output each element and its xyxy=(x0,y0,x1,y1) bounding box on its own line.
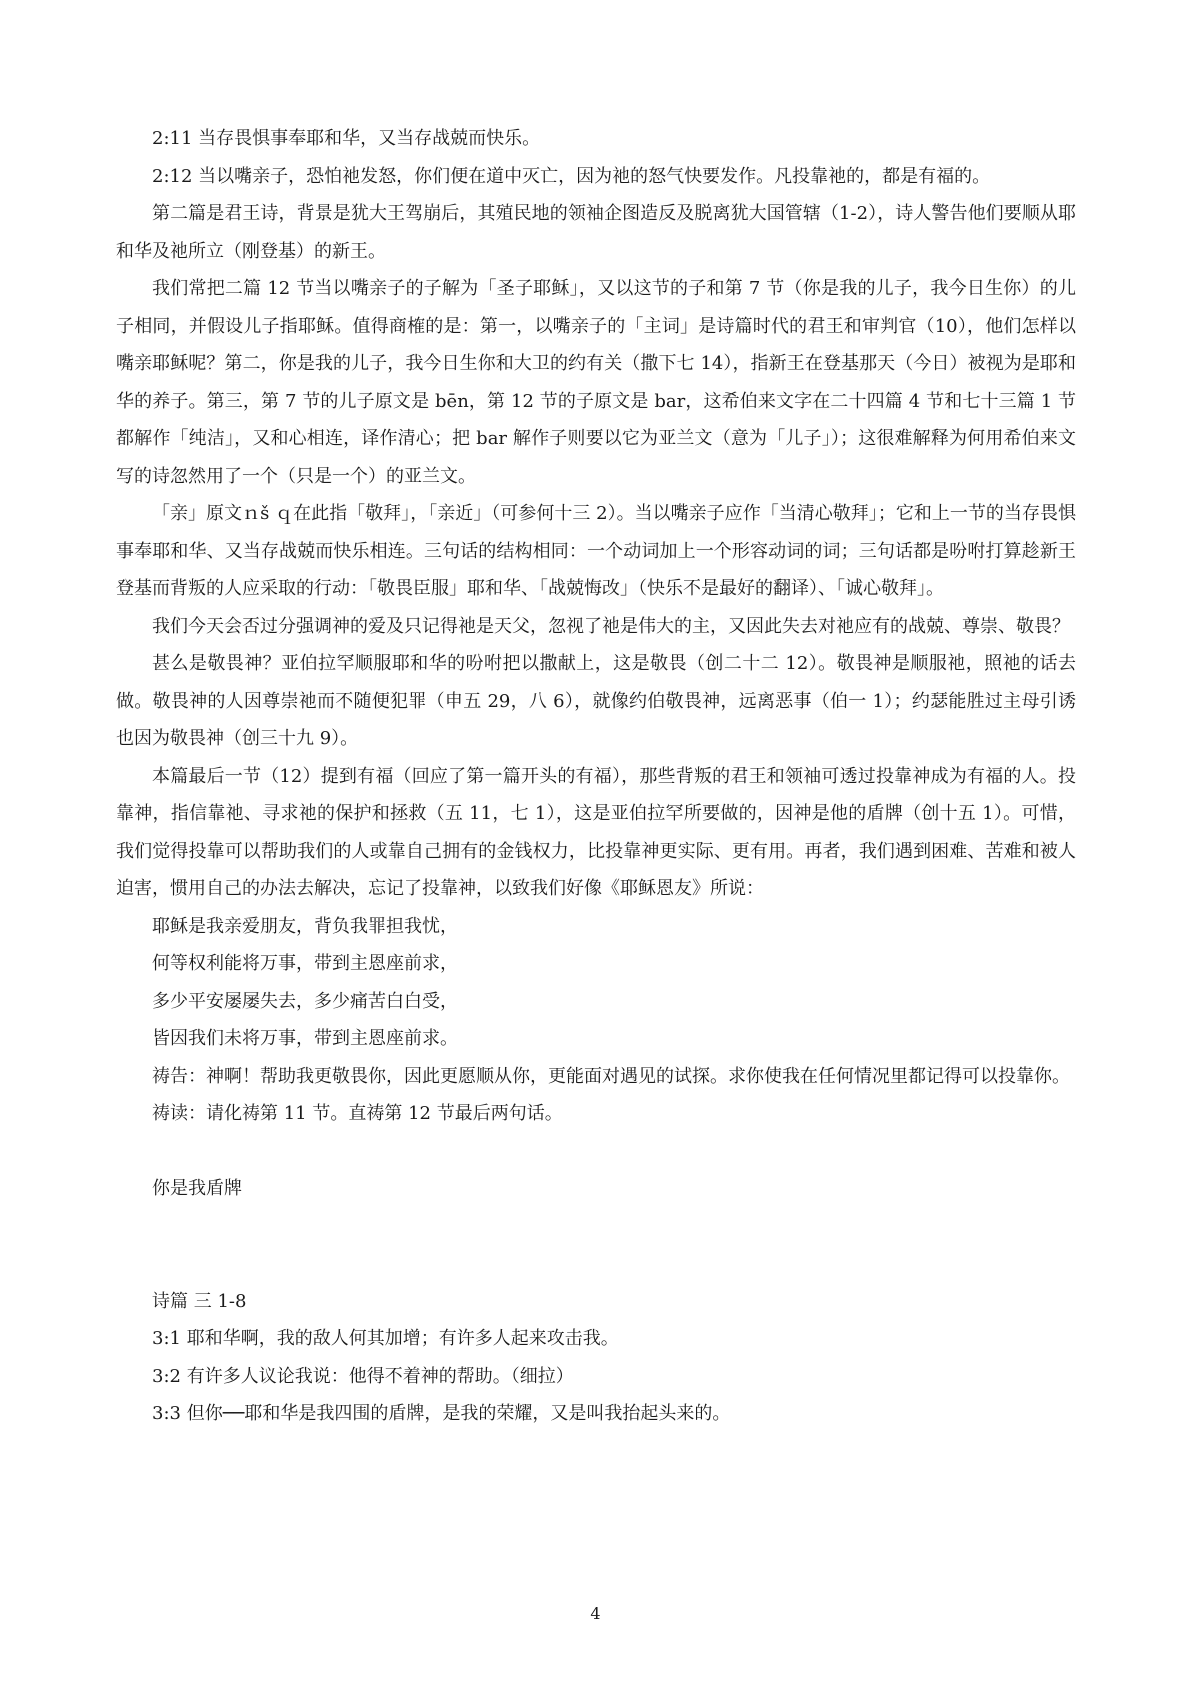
commentary-paragraph: 甚么是敬畏神？亚伯拉罕顺服耶和华的吩咐把以撒献上，这是敬畏（创二十二 12）。敬畏神是顺服祂，照祂的话去做。敬畏神的人因尊崇祂而不随便犯罪（申五 29，八 6），就像约伯敬畏神，远离恶事（伯一 1）；约瑟能胜过主母引诱也因为敬畏神（创三十九 9）。 xyxy=(116,653,1076,749)
hymn-line: 多少平安屡屡失去，多少痛苦白白受， xyxy=(152,990,458,1012)
hymn-line: 何等权利能将万事，带到主恩座前求， xyxy=(152,953,458,974)
hymn-line: 皆因我们未将万事，带到主恩座前求。 xyxy=(152,1028,458,1049)
commentary-paragraph: 本篇最后一节（12）提到有福（回应了第一篇开头的有福），那些背叛的君王和领袖可透过投靠神成为有福的人。投靠神，指信靠祂、寻求祂的保护和拯救（五 11，七 1），这是亚伯拉罕所要做的，因神是他的盾牌（创十五 1）。可惜，我们觉得投靠可以帮助我们的人或靠自己拥有的金钱权力，比投靠神更实际、更有用。再者，我们遇到困难、苦难和被人迫害，惯用自己的办法去解决，忘记了投靠神，以致我们好像《耶稣恩友》所说： xyxy=(116,765,1076,899)
hymn-quote xyxy=(116,908,1076,1058)
section-title: 你是我盾牌 xyxy=(152,1178,242,1199)
commentary-paragraph: 我们今天会否过分强调神的爱及只记得祂是天父，忽视了祂是伟大的主，又因此失去对祂应有的战兢、尊崇、敬畏？ xyxy=(152,615,1070,637)
commentary-paragraph: 第二篇是君王诗，背景是犹大王驾崩后，其殖民地的领袖企图造反及脱离犹大国管辖（1-2），诗人警告他们要顺从耶和华及祂所立（刚登基）的新王。 xyxy=(116,203,1076,262)
prayer-reading: 祷读：请化祷第 11 节。直祷第 12 节最后两句话。 xyxy=(152,1103,563,1124)
verse-2-12: 2:12 当以嘴亲子，恐怕祂发怒，你们便在道中灭亡，因为祂的怒气快要发作。凡投靠祂的，都是有福的。 xyxy=(152,165,991,187)
page-content xyxy=(116,120,1076,1433)
spacer xyxy=(116,1133,1076,1171)
commentary-paragraph: 我们常把二篇 12 节当以嘴亲子的子解为「圣子耶稣」，又以这节的子和第 7 节（你是我的儿子，我今日生你）的儿子相同，并假设儿子指耶稣。值得商榷的是：第一，以嘴亲子的「主词」是诗篇时代的君王和审判官（10），他们怎样以嘴亲耶稣呢？第二，你是我的儿子，我今日生你和大卫的约有关（撒下七 14），指新王在登基那天（今日）被视为是耶和华的养子。第三，第 7 节的儿子原文是 bēn，第 12 节的子原文是 bar，这希伯来文字在二十四篇 4 节和七十三篇 1 节都解作「纯洁」，又和心相连，译作清心；把 bar 解作子则要以它为亚兰文（意为「儿子」）；这很难解释为何用希伯来文写的诗忽然用了一个（只是一个）的亚兰文。 xyxy=(116,278,1076,487)
verse-3-3: 3:3 但你──耶和华是我四围的盾牌，是我的荣耀，又是叫我抬起头来的。 xyxy=(152,1403,731,1424)
spacer xyxy=(116,1208,1076,1246)
verse-3-1: 3:1 耶和华啊，我的敌人何其加增；有许多人起来攻击我。 xyxy=(152,1328,619,1349)
verse-3-2: 3:2 有许多人议论我说：他得不着神的帮助。（细拉） xyxy=(152,1365,574,1387)
prayer-paragraph: 祷告：神啊！帮助我更敬畏你，因此更愿顺从你，更能面对遇见的试探。求你使我在任何情况里都记得可以投靠你。 xyxy=(152,1065,1070,1087)
commentary-paragraph: 「亲」原文ｎš ｑ在此指「敬拜」，「亲近」（可参何十三 2）。当以嘴亲子应作「当清心敬拜」；它和上一节的当存畏惧事奉耶和华、又当存战兢而快乐相连。三句话的结构相同：一个动词加上一个形容动词的词；三句话都是吩咐打算趁新王登基而背叛的人应采取的行动：「敬畏臣服」耶和华、「战兢悔改」（快乐不是最好的翻译）、「诚心敬拜」。 xyxy=(116,503,1076,599)
scripture-reference: 诗篇 三 1-8 xyxy=(152,1290,247,1312)
hymn-line: 耶稣是我亲爱朋友，背负我罪担我忧， xyxy=(152,915,458,937)
spacer xyxy=(116,1245,1076,1283)
verse-2-11: 2:11 当存畏惧事奉耶和华，又当存战兢而快乐。 xyxy=(152,128,541,149)
page-number: 4 xyxy=(590,1604,601,1623)
